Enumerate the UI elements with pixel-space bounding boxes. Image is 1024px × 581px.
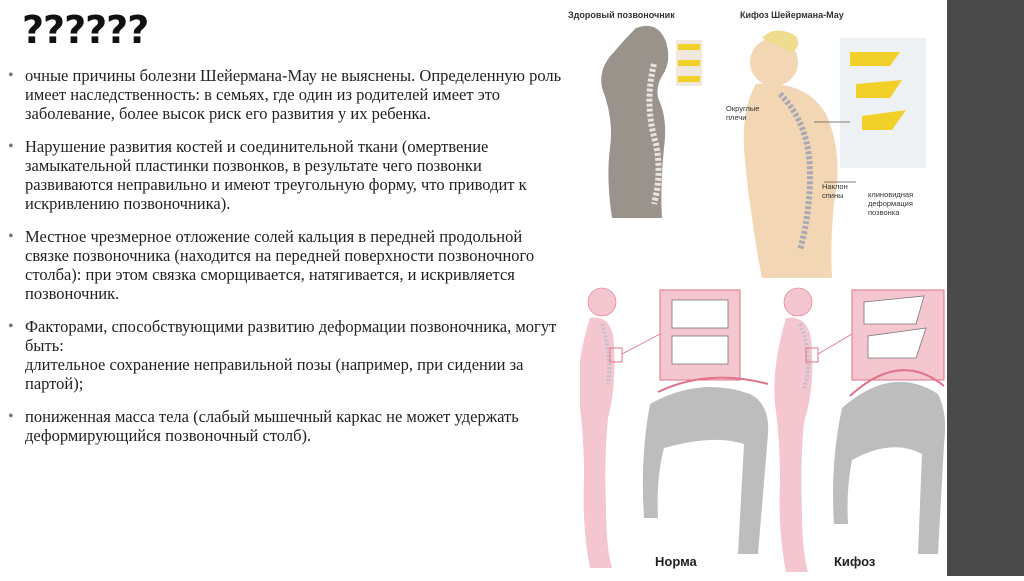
bullet-icon: • <box>8 228 14 245</box>
bullet-item <box>8 317 568 393</box>
bullet-icon: • <box>8 318 14 335</box>
caption-kyphosis: Кифоз Шейермана-Мау <box>740 10 844 20</box>
bullet-text: Факторами, способствующими развитию деформации позвоночника, могут быть: длительное сохранение неправильной позы (например, при сидении за партой); <box>25 317 557 393</box>
bullet-text: очные причины болезни Шейермана-Мау не выяснены. Определенную роль имеет наследственность: в семьях, где один из родителей имеет это заболевание, более высок риск его развития у их ребенка. <box>25 66 562 123</box>
bullet-text: пониженная масса тела (слабый мышечный каркас не может удержать деформирующийся позвоночный столб). <box>25 407 519 445</box>
posture-comparison-drawing <box>580 284 947 576</box>
bullet-icon: • <box>8 138 14 155</box>
bullet-item <box>8 66 568 123</box>
bullet-icon: • <box>8 67 14 84</box>
bullet-text: Нарушение развития костей и соединительной ткани (омертвение замыкательной пластинки позвонков, в результате чего позвонки развиваются неправильно и имеют треугольную форму, что приводит к искривлению позвоночника). <box>25 137 527 213</box>
label-kyphosis: Кифоз <box>834 554 876 569</box>
caption-healthy-spine: Здоровый позвоночник <box>568 10 675 20</box>
side-decoration-bar <box>947 0 1024 576</box>
slide-title: ?????? <box>22 8 149 52</box>
bullet-item <box>8 227 568 303</box>
label-wedge-deformation: клиновидная деформация позвонка <box>868 190 914 217</box>
bullet-item <box>8 137 568 213</box>
spine-comparison-illustration <box>566 4 944 280</box>
bullet-text: Местное чрезмерное отложение солей кальция в передней продольной связке позвоночника (находится на передней поверхности позвоночного столба): при этом связка сморщивается, натягивается, и искривляется позвоночник. <box>25 227 535 303</box>
spine-comparison-drawing <box>566 4 944 280</box>
bullet-icon: • <box>8 408 14 425</box>
label-back-bend: Наклон спины <box>822 182 848 200</box>
bullet-item <box>8 407 568 445</box>
posture-comparison-illustration <box>580 284 947 576</box>
bullet-list <box>8 66 568 459</box>
label-norm: Норма <box>655 554 697 569</box>
label-round-shoulders: Округлые плечи <box>726 104 760 122</box>
